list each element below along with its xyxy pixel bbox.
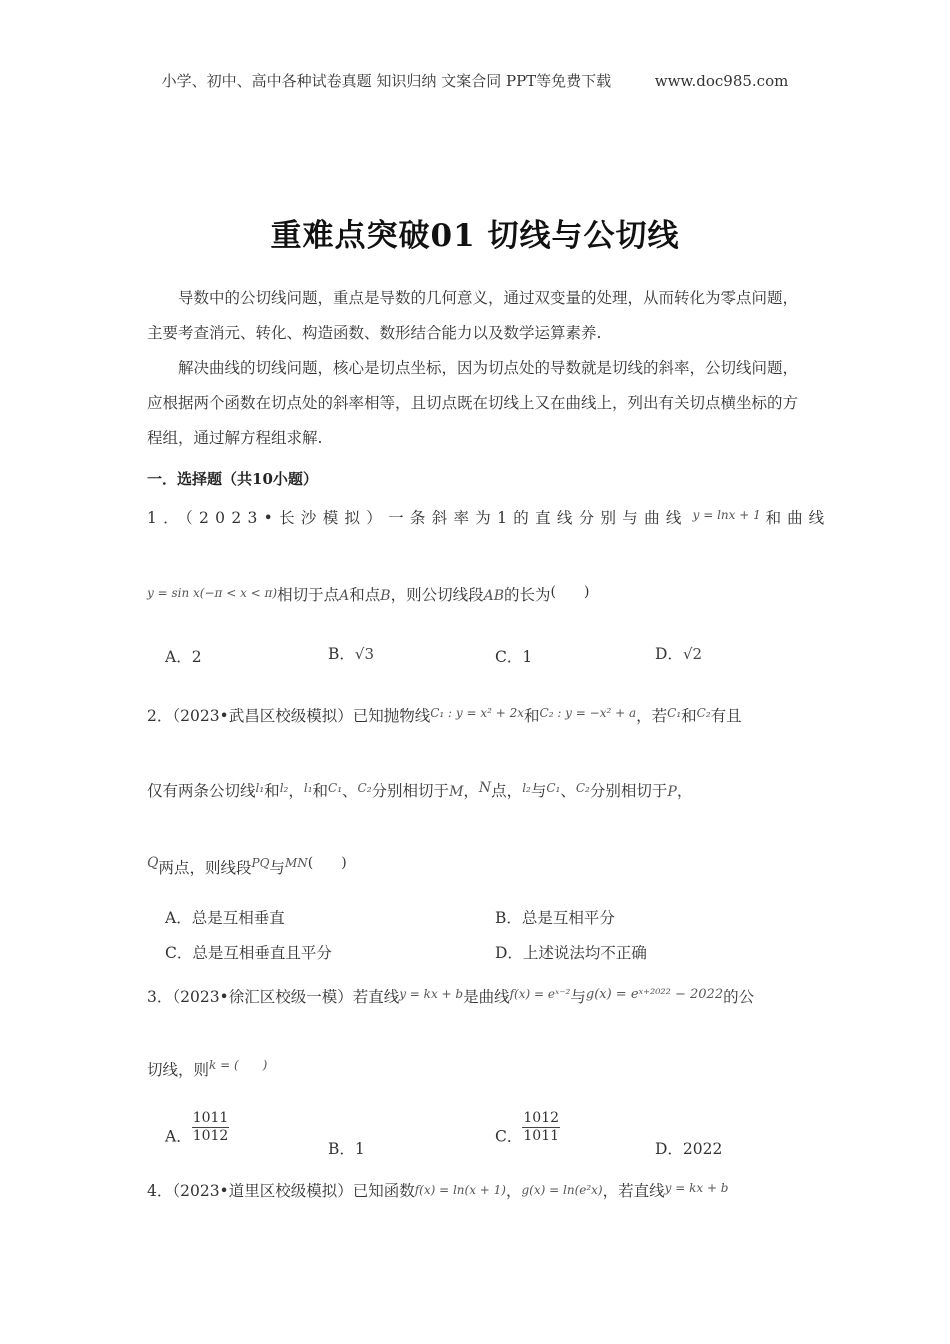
q2-l2-b: 分别相切于 (371, 782, 450, 800)
q1-option-d-value: √2 (682, 645, 703, 663)
point-n: N (478, 780, 492, 796)
q3-option-a[interactable] (165, 1110, 229, 1147)
q3-option-a-fraction (192, 1110, 230, 1145)
q1-text-b: 和点 (349, 586, 381, 604)
q2-dun2: 、 (560, 782, 576, 800)
q4-text: 4．（2023•道里区校级模拟）已知函数 (147, 1182, 415, 1200)
q1-math-curve2: y = sin x(−π < x < π) (147, 586, 278, 600)
q1-option-c-value: 1 (522, 648, 533, 666)
q3-option-c-label: C． (495, 1127, 523, 1146)
q1-text-end: 和曲线 (765, 509, 831, 527)
q1-option-d-label: D． (655, 645, 683, 663)
q1-option-d[interactable] (655, 642, 702, 664)
q1-option-a[interactable] (165, 645, 202, 667)
tangent-l2-b: l₂ (522, 781, 531, 795)
q1-option-a-value: 2 (191, 648, 202, 666)
segment-ab: AB (483, 588, 504, 604)
q2-and2: 和 (681, 707, 697, 725)
q3-k-eq: k = ( ) (209, 1058, 268, 1072)
tangent-l1: l₁ (255, 781, 265, 795)
header-site-link[interactable]: www.doc985.com (654, 72, 789, 90)
q2-option-c[interactable]: C．总是互相垂直且平分 (165, 944, 332, 962)
q1-math-curve1: y = lnx + 1 (692, 508, 761, 522)
q3-function-g: g(x) = eˣ⁺²⁰²² − 2022 (585, 987, 724, 1002)
q3-function-f: f(x) = eˣ⁻² (509, 987, 571, 1001)
answer-paren: ( ) (550, 584, 590, 600)
q3-option-d[interactable]: D．2022 (655, 1140, 723, 1158)
c1-symbol-b: C₁ (328, 781, 343, 795)
q2-l2-c: 点， (491, 782, 523, 800)
q2-and1: 和 (524, 707, 540, 725)
c1-symbol: C₁ (667, 706, 682, 720)
q4-comma: ， (505, 1182, 522, 1200)
q1-text-c: ，则公切线段 (390, 586, 484, 604)
parabola-c1: C₁ : y = x² + 2x (430, 706, 524, 720)
q4-function-f: f(x) = ln(x + 1) (414, 1183, 506, 1197)
fraction-denominator: 1012 (192, 1128, 229, 1144)
q2-and3: 和 (264, 782, 280, 800)
q3-shi: 是曲线 (463, 988, 510, 1006)
q2-option-b[interactable]: B．总是互相平分 (495, 909, 615, 927)
q3-line-eq: y = kx + b (399, 987, 464, 1001)
q2-end1: 有且 (710, 707, 742, 725)
q2-comma3: ， (463, 782, 479, 800)
q3-l2: 切线，则 (147, 1061, 210, 1079)
q2-comma4: ， (676, 782, 693, 800)
q4-function-g: g(x) = ln(e²x) (521, 1183, 603, 1197)
section-heading: 一．选择题（共10小题） (147, 470, 318, 488)
page-header (0, 70, 950, 91)
question-3-line-2 (147, 1056, 267, 1080)
answer-paren: ( ) (307, 855, 347, 871)
fraction-denominator: 1011 (523, 1128, 560, 1144)
point-q: Q (147, 855, 159, 871)
q2-option-a[interactable]: A．总是互相垂直 (165, 909, 285, 927)
point-m: M (449, 784, 464, 800)
q3-option-b[interactable]: B．1 (328, 1140, 365, 1158)
c1-symbol-c: C₁ (546, 781, 561, 795)
question-1-line-2 (147, 581, 589, 605)
tangent-l2: l₂ (279, 781, 289, 795)
q2-and4: 和 (312, 782, 329, 800)
question-1-line-1 (147, 506, 831, 528)
q4-ruo: ，若直线 (602, 1182, 665, 1200)
segment-pq: PQ (251, 856, 270, 870)
point-a: A (339, 588, 350, 604)
q1-option-c[interactable] (495, 645, 532, 667)
q2-l3-a: 两点，则线段 (158, 859, 252, 877)
question-4-line-1 (147, 1179, 729, 1201)
question-2-line-2 (147, 779, 692, 801)
q3-yu: 与 (570, 988, 586, 1006)
q3-text: 3．（2023•徐汇区校级一模）若直线 (147, 988, 400, 1006)
fraction-numerator: 1012 (523, 1110, 560, 1126)
q1-option-b-label: B． (328, 645, 355, 663)
q2-comma1: ，若 (636, 707, 668, 725)
parabola-c2: C₂ : y = −x² + a (539, 706, 637, 720)
q3-de: 的公 (723, 988, 755, 1006)
q2-comma2: ， (288, 782, 304, 800)
segment-mn: MN (284, 856, 308, 870)
q2-dun1: 、 (342, 782, 358, 800)
q2-option-d[interactable]: D．上述说法均不正确 (495, 944, 647, 962)
c2-symbol: C₂ (696, 706, 711, 720)
c2-symbol-c: C₂ (575, 781, 590, 795)
question-2-line-3 (147, 852, 347, 878)
q2-text: 2．（2023•武昌区校级模拟）已知抛物线 (147, 707, 431, 725)
q1-text-a: 相切于点 (277, 586, 340, 604)
question-2-line-1 (147, 704, 742, 726)
q1-option-b-value: √3 (354, 645, 374, 663)
tangent-l1-b: l₁ (303, 781, 313, 795)
header-text: 小学、初中、高中各种试卷真题 知识归纳 文案合同 PPT等免费下载 (161, 72, 612, 90)
c2-symbol-b: C₂ (357, 781, 372, 795)
q1-text: 1．（2023•长沙模拟）一条斜率为1的直线分别与曲线 (147, 509, 688, 527)
question-3-line-1 (147, 985, 754, 1007)
q1-option-a-label: A． (165, 648, 192, 666)
fraction-numerator: 1011 (192, 1110, 229, 1126)
q3-option-a-label: A． (165, 1127, 192, 1146)
q4-line-eq: y = kx + b (664, 1181, 729, 1195)
q2-yu1: 与 (530, 782, 547, 800)
intro-paragraph-2: 解决曲线的切线问题，核心是切点坐标，因为切点处的导数就是切线的斜率，公切线问题，应根据两个函数在切点处的斜率相等，且切点既在切线上又在曲线上，列出有关切点横坐标的方程组，通过解方程组求解. (147, 359, 799, 447)
page-title: 重难点突破01 切线与公切线 (270, 218, 680, 254)
q1-option-b[interactable] (328, 642, 374, 664)
intro-paragraph-1: 导数中的公切线问题，重点是导数的几何意义，通过双变量的处理，从而转化为零点问题，主要考查消元、转化、构造函数、数形结合能力以及数学运算素养. (147, 289, 799, 342)
point-b: B (380, 588, 391, 604)
q2-l2-a: 仅有两条公切线 (147, 782, 256, 800)
q1-option-c-label: C． (495, 648, 523, 666)
q1-text-d: 的长为 (503, 586, 551, 604)
point-p: P (667, 784, 677, 800)
q3-option-c[interactable] (495, 1110, 560, 1147)
q2-l2-d: 分别相切于 (589, 782, 668, 800)
q3-option-c-fraction (522, 1110, 560, 1145)
q2-yu2: 与 (269, 859, 285, 877)
